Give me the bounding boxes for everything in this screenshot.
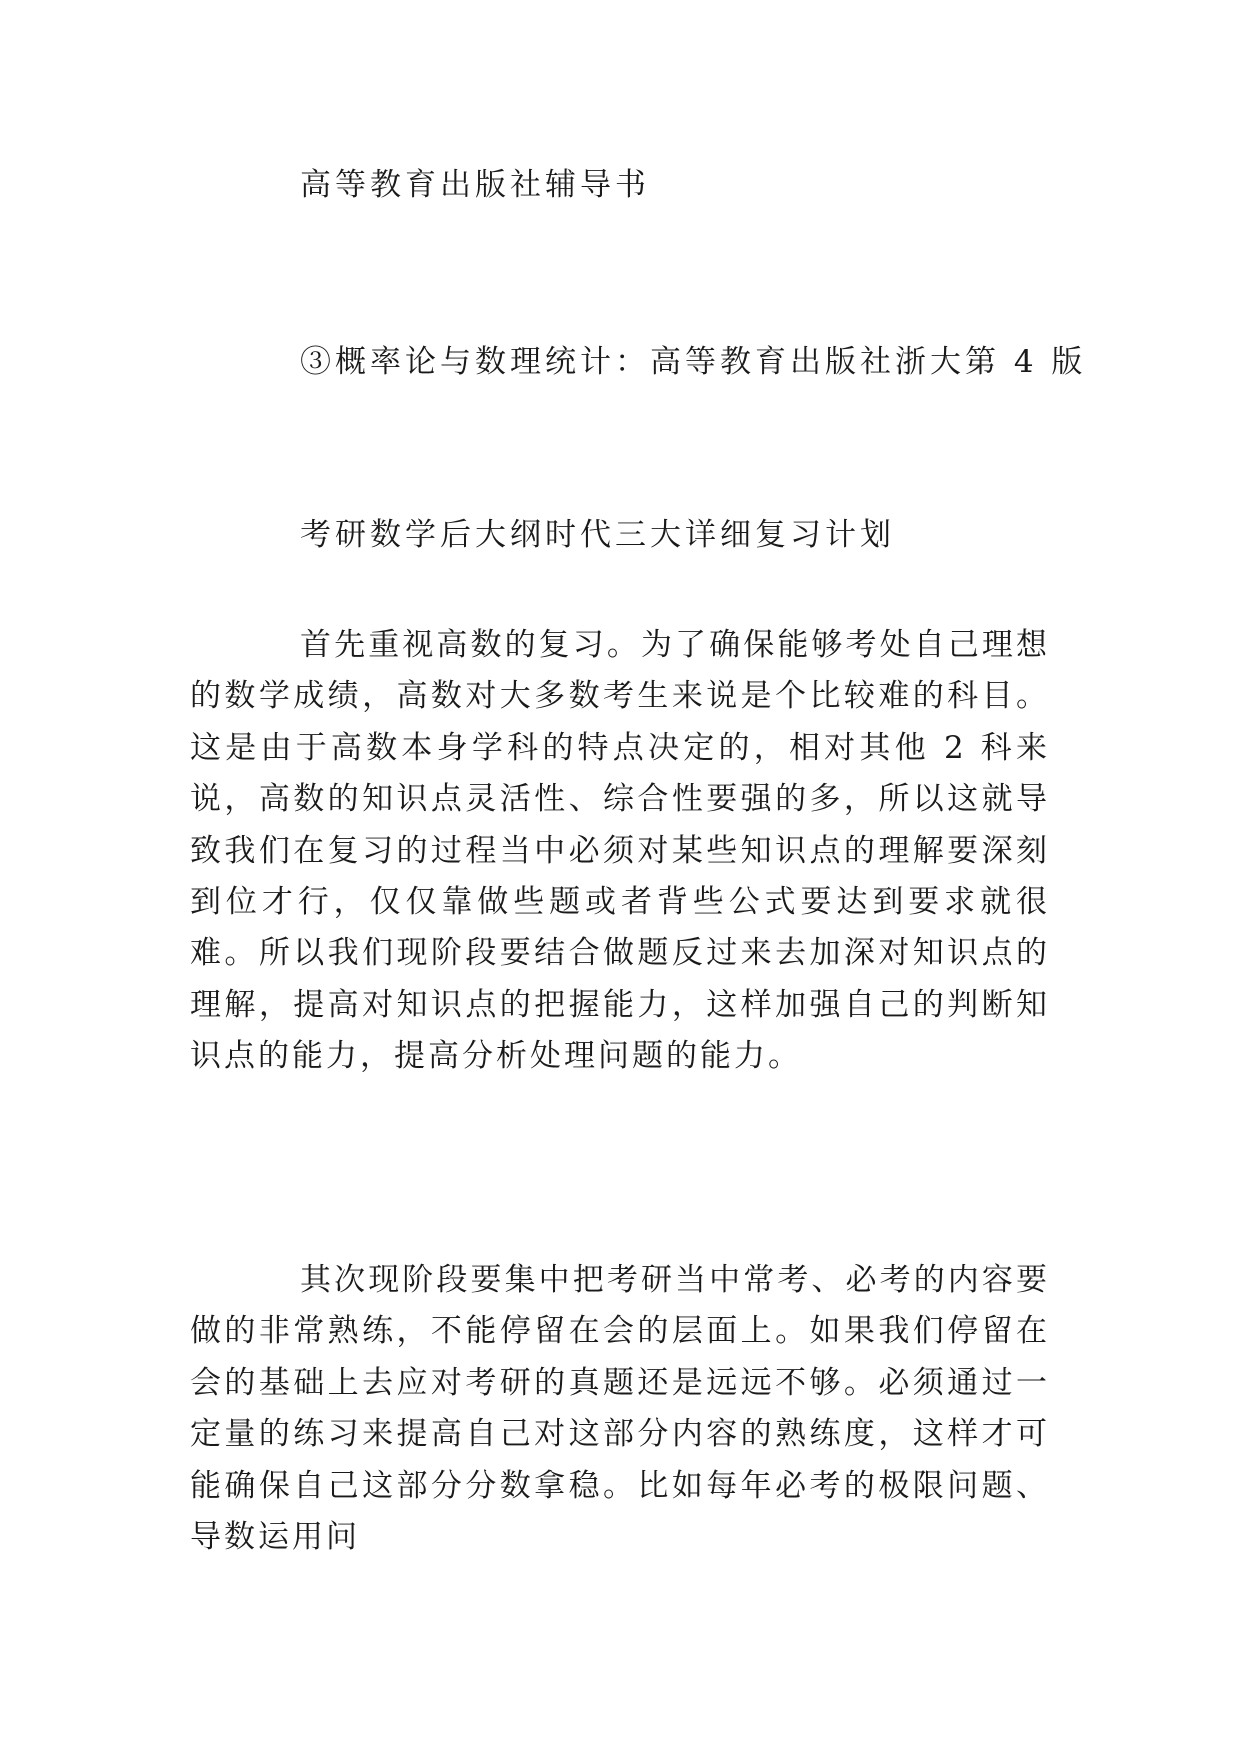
paragraph-key-content: 其次现阶段要集中把考研当中常考、必考的内容要做的非常熟练，不能停留在会的层面上。如果我们停留在会的基础上去应对考研的真题还是远远不够。必须通过一定量的练习来提高自己对这部分内容的熟练度，这样才可能确保自己这部分分数拿稳。比如每年必考的极限问题、导数运用问 (190, 1262, 1050, 1556)
section-heading: 考研数学后大纲时代三大详细复习计划 (300, 517, 895, 553)
probability-textbook-line: ③概率论与数理统计：高等教育出版社浙大第 4 版 (300, 344, 1087, 380)
reference-book-line: 高等教育出版社辅导书 (300, 167, 650, 203)
paragraph-advanced-math: 首先重视高数的复习。为了确保能够考处自己理想的数学成绩，高数对大多数考生来说是个比较难的科目。这是由于高数本身学科的特点决定的，相对其他 2 科来说，高数的知识点灵活性、综合性要强的多，所以这就导致我们在复习的过程当中必须对某些知识点的理解要深刻到位才行，仅仅靠做些题或者背些公式要达到要求就很难。所以我们现阶段要结合做题反过来去加深对知识点的理解，提高对知识点的把握能力，这样加强自己的判断知识点的能力，提高分析处理问题的能力。 (190, 627, 1050, 1075)
